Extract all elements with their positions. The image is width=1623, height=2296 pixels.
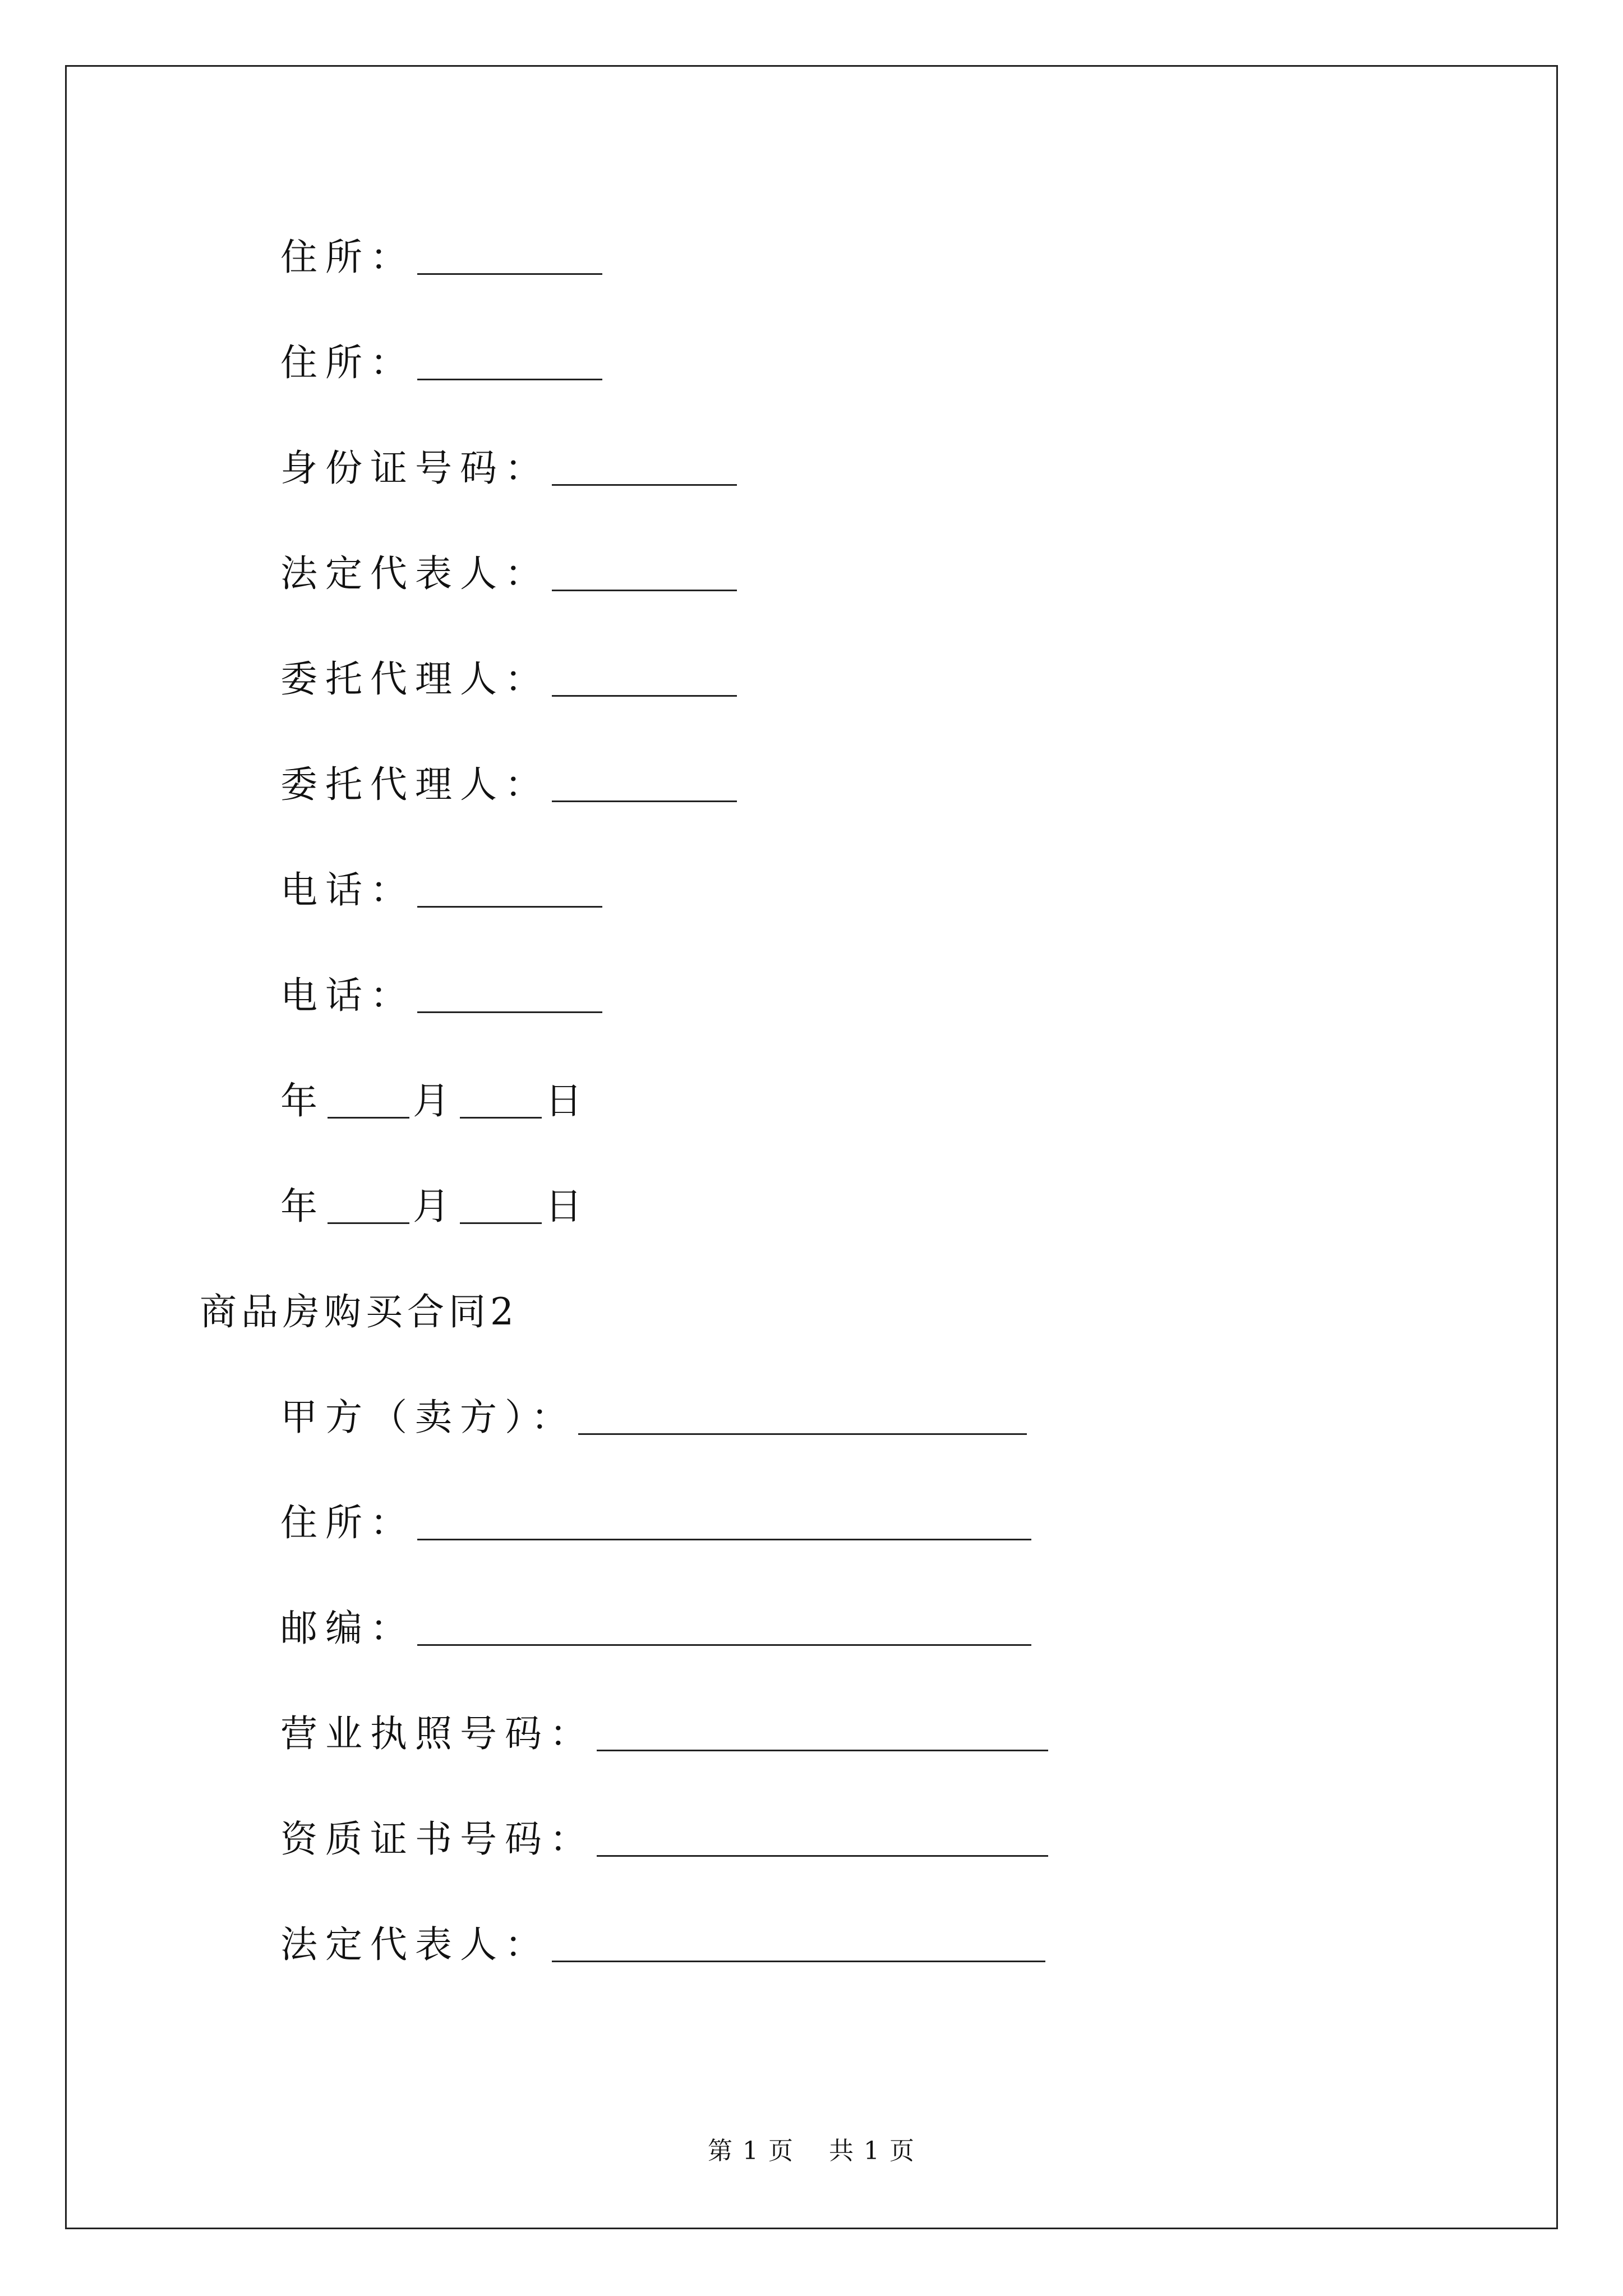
field-business-license: [280, 1695, 1048, 1757]
page-number: 第 1 页 共 1 页: [708, 2137, 915, 2165]
field-qualification-cert: [280, 1801, 1048, 1862]
field-date-2: [280, 1168, 590, 1230]
fill-blank[interactable]: [552, 661, 737, 697]
field-phone-2: [280, 957, 602, 1019]
field-label: 甲方（卖方）：: [280, 1396, 576, 1439]
day-label: 日: [545, 1185, 590, 1228]
month-blank[interactable]: [328, 1189, 409, 1224]
field-label: 住所：: [280, 236, 415, 279]
fill-blank[interactable]: [552, 1927, 1045, 1962]
day-blank[interactable]: [460, 1083, 542, 1119]
field-legal-representative-2: [280, 1906, 1045, 1968]
fill-blank[interactable]: [417, 240, 602, 275]
month-label: 月: [413, 1185, 458, 1228]
day-label: 日: [545, 1079, 590, 1122]
field-legal-representative: [280, 535, 737, 597]
heading-text: 商品房购买合同2: [200, 1290, 518, 1333]
fill-blank[interactable]: [552, 450, 737, 486]
fill-blank[interactable]: [552, 767, 737, 802]
field-label: 住所：: [280, 341, 415, 384]
field-address-1: [280, 219, 602, 280]
field-agent-2: [280, 746, 737, 808]
field-phone-1: [280, 852, 602, 913]
field-label: 身份证号码：: [280, 447, 550, 490]
fill-blank[interactable]: [597, 1716, 1048, 1751]
month-label: 月: [413, 1079, 458, 1122]
fill-blank[interactable]: [417, 1505, 1031, 1540]
field-label: 营业执照号码：: [280, 1712, 594, 1755]
field-agent-1: [280, 641, 737, 702]
day-blank[interactable]: [460, 1189, 542, 1224]
fill-blank[interactable]: [552, 556, 737, 591]
year-label: 年: [280, 1079, 325, 1122]
field-label: 法定代表人：: [280, 1923, 550, 1966]
page-footer: [0, 2131, 1623, 2166]
field-address-3: [280, 1484, 1031, 1546]
field-date-1: [280, 1062, 590, 1124]
field-postcode: [280, 1590, 1031, 1651]
field-label: 住所：: [280, 1501, 415, 1544]
field-label: 电话：: [280, 868, 415, 912]
fill-blank[interactable]: [417, 345, 602, 380]
field-label: 电话：: [280, 974, 415, 1017]
year-label: 年: [280, 1185, 325, 1228]
fill-blank[interactable]: [417, 1611, 1031, 1646]
field-id-number: [280, 430, 737, 491]
field-label: 委托代理人：: [280, 763, 550, 806]
field-label: 邮编：: [280, 1607, 415, 1650]
field-label: 法定代表人：: [280, 552, 550, 595]
field-address-2: [280, 324, 602, 386]
section-heading: [200, 1273, 518, 1335]
fill-blank[interactable]: [417, 872, 602, 908]
fill-blank[interactable]: [417, 978, 602, 1013]
month-blank[interactable]: [328, 1083, 409, 1119]
fill-blank[interactable]: [578, 1400, 1027, 1435]
page-frame: [65, 65, 1558, 2229]
field-label: 委托代理人：: [280, 657, 550, 701]
fill-blank[interactable]: [597, 1821, 1048, 1857]
field-label: 资质证书号码：: [280, 1818, 594, 1861]
field-party-a: [280, 1379, 1027, 1441]
